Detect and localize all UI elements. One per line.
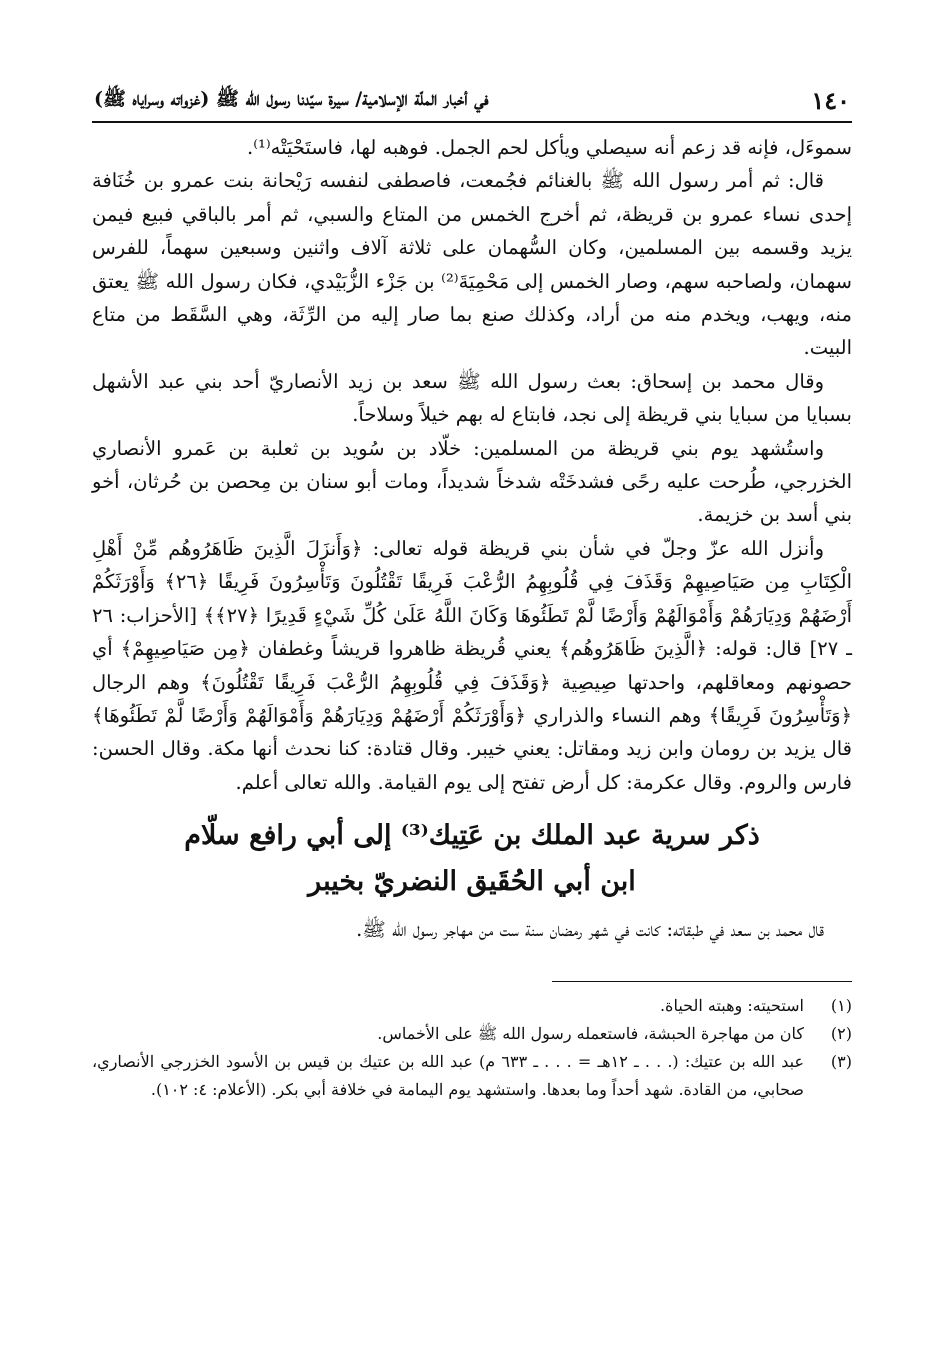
body-text xyxy=(92,131,852,799)
footnote xyxy=(92,1048,852,1104)
footnote-number: (٣) xyxy=(830,1051,852,1071)
section-title-line: ذكر سرية عبد الملك بن عَتِيك⁽³⁾ إلى أبي رافع سلّام xyxy=(184,820,760,852)
footnote-number: (٢) xyxy=(830,1023,852,1043)
section-title-line: ابن أبي الحُقَيق النضريّ بخيبر xyxy=(308,866,636,898)
section-body xyxy=(92,913,852,946)
footnote xyxy=(92,992,852,1020)
footnote-divider xyxy=(552,981,852,982)
paragraph: سموءَل، فإنه قد زعم أنه سيصلي ويأكل لحم الجمل. فوهبه لها، فاستَحْيَتْه⁽¹⁾. xyxy=(247,136,852,159)
footnote-number: (١) xyxy=(830,995,852,1015)
paragraph: وأنزل الله عزّ وجلّ في شأن بني قريظة قوله تعالى: ﴿وَأَنزَلَ الَّذِينَ ظَاهَرُوهُم مِّنْ أَهْلِ الْكِتَابِ مِن صَيَاصِيهِمْ وَقَذَفَ فِي قُلُوبِهِمُ الرُّعْبَ فَرِيقًا تَقْتُلُونَ وَتَأْسِرُونَ فَرِيقًا ﴿٢٦﴾ وَأَوْرَثَكُمْ أَرْضَهُمْ وَدِيَارَهُمْ وَأَمْوَالَهُمْ وَأَرْضًا لَّمْ تَطَئُوهَا وَكَانَ اللَّهُ عَلَىٰ كُلِّ شَيْءٍ قَدِيرًا ﴿٢٧﴾﴾ [الأحزاب: ٢٦ ـ ٢٧] قال: قوله: ﴿الَّذِينَ ظَاهَرُوهُم﴾ يعني قُريظة ظاهروا قريشاً وغطفان ﴿مِن صَيَاصِيهِمْ﴾ أي حصونهم ومعاقلهم، واحدتها صِيصِية ﴿وَقَذَفَ فِي قُلُوبِهِمُ الرُّعْبَ فَرِيقًا تَقْتُلُونَ﴾ وهم الرجال ﴿وَتَأْسِرُونَ فَرِيقًا﴾ وهم النساء والذراري ﴿وَأَوْرَثَكُمْ أَرْضَهُمْ وَدِيَارَهُمْ وَأَمْوَالَهُمْ وَأَرْضًا لَّمْ تَطَئُوهَا﴾ قال يزيد بن رومان وابن زيد ومقاتل: يعني خيبر. وقال قتادة: كنا نحدث أنها مكة. وقال الحسن: فارس والروم. وقال عكرمة: كل أرض تفتح إلى يوم القيامة. والله تعالى أعلم. xyxy=(92,536,852,794)
page-number: ١٤٠ xyxy=(811,86,850,115)
running-header xyxy=(92,82,852,123)
footnotes xyxy=(92,992,852,1104)
paragraph: قال محمد بن سعد في طبقاته: كانت في شهر رمضان سنة ست من مهاجر رسول الله ﷺ. xyxy=(356,918,824,942)
book-page xyxy=(92,82,852,1362)
section-title xyxy=(92,813,852,905)
paragraph: وقال محمد بن إسحاق: بعث رسول الله ﷺ سعد بن زيد الأنصاريّ أحد بني عبد الأشهل بسبايا من سبايا بني قريظة إلى نجد، فابتاع له بهم خيلاً وسلاحاً. xyxy=(92,369,852,427)
footnote-text: كان من مهاجرة الحبشة، فاستعمله رسول الله ﷺ على الأخماس. xyxy=(377,1023,804,1043)
footnote-text: استحيته: وهبته الحياة. xyxy=(659,995,804,1015)
footnote xyxy=(92,1020,852,1048)
footnote-text: عبد الله بن عتيك: (. . . ـ ١٢هـ = . . . ـ ٦٣٣ م) عبد الله بن عتيك بن قيس بن الأسود الخزرجي الأنصاري، صحابي، من القادة. شهد أحداً وما بعدها. واستشهد يوم اليمامة في خلافة أبي بكر. (الأعلام: ٤: ١٠٢). xyxy=(92,1051,804,1099)
paragraph: قال: ثم أمر رسول الله ﷺ بالغنائم فجُمعت، فاصطفى لنفسه رَيْحانة بنت عمرو بن خُنَافة إحدى نساء عمرو بن قريظة، ثم أخرج الخمس من المتاع والسبي، ثم أمر بالباقي فبيع فيمن يزيد وقسمه بين المسلمين، وكان السُّهمان على ثلاثة آلاف واثنين وسبعين سهماً، للفرس سهمان، ولصاحبه سهم، وصار الخمس إلى مَحْمِيَةَ⁽²⁾ بن جَزْء الزُّبَيْدي، فكان رسول الله ﷺ يعتق منه، ويهب، ويخدم منه من أراد، وكذلك صنع بما صار إليه من الرِّثَة، وهي السَّقَط من متاع البيت. xyxy=(92,169,852,360)
running-title: في أخبار الملّة الإسلامية/ سيرة سيّدنا رسول الله ﷺ (غزواته وسراياه ﷺ) xyxy=(94,88,489,110)
paragraph: واستُشهد يوم بني قريظة من المسلمين: خلّاد بن سُويد بن ثعلبة بن عَمرو الأنصاري الخزرجي، طُرحت عليه رحًى فشدخَتْه شدخاً شديداً، ومات أبو سنان بن مِحصن بن حُرثان، أخو بني أسد بن خزيمة. xyxy=(92,436,852,527)
